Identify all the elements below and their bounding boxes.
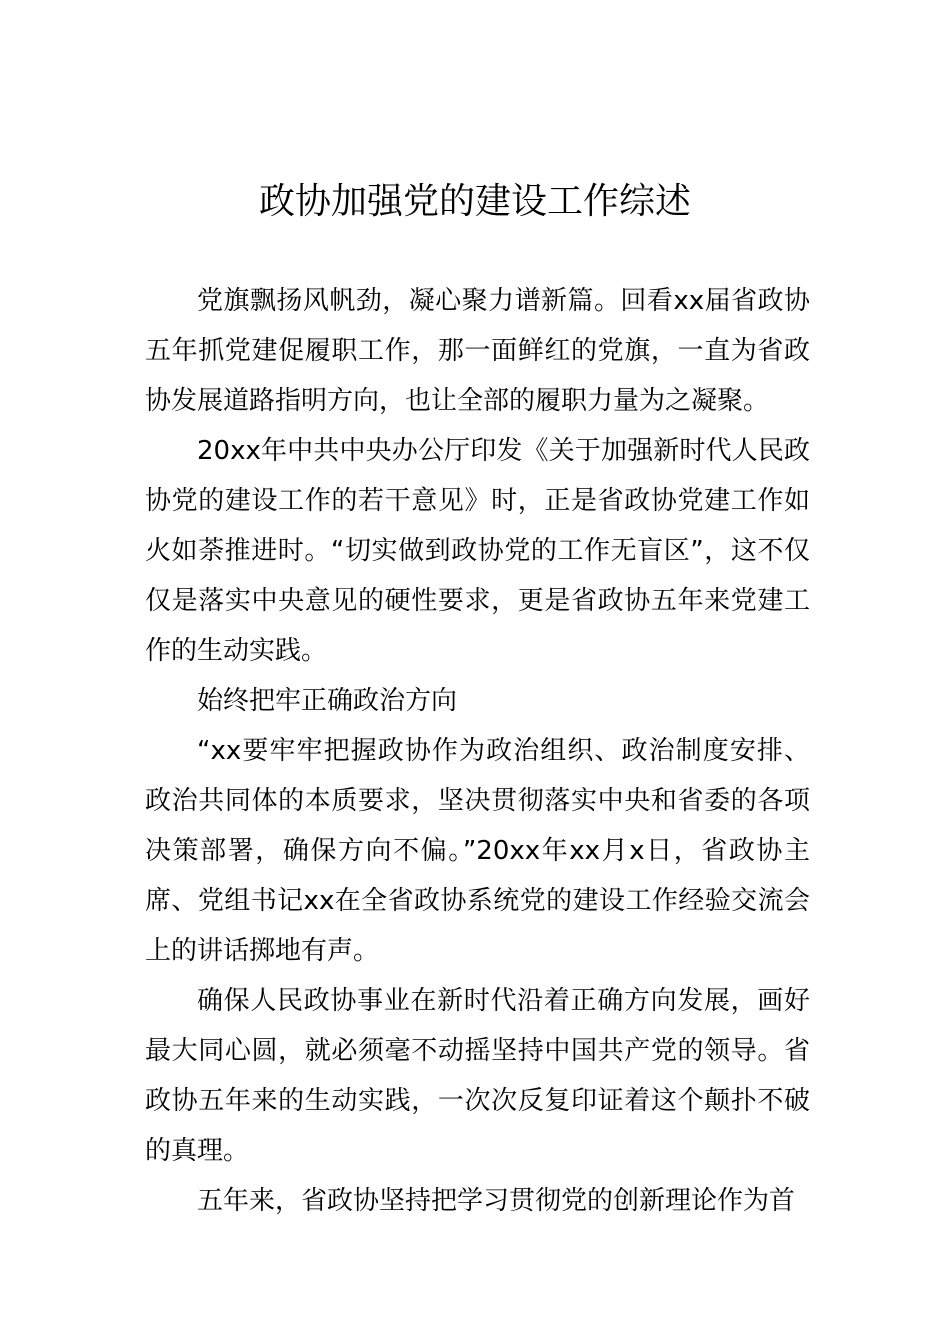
paragraph: “xx要牢牢把握政协作为政治组织、政治制度安排、政治共同体的本质要求，坚决贯彻落实中央和省委的各项决策部署，确保方向不偏。”20xx年xx月x日，省政协主席、党组书记xx在全省政协系统党的建设工作经验交流会上的讲话掷地有声。: [145, 736, 810, 966]
paragraph: 确保人民政协事业在新时代沿着正确方向发展，画好最大同心圆，就必须毫不动摇坚持中国共产党的领导。省政协五年来的生动实践，一次次反复印证着这个颠扑不破的真理。: [145, 986, 810, 1166]
document-body: [145, 276, 810, 1226]
document-title: 政协加强党的建设工作综述: [258, 181, 691, 222]
section-heading: 始终把牢正确政治方向: [197, 686, 458, 716]
paragraph: 20xx年中共中央办公厅印发《关于加强新时代人民政协党的建设工作的若干意见》时，正是省政协党建工作如火如荼推进时。“切实做到政协党的工作无盲区”，这不仅仅是落实中央意见的硬性要求，更是省政协五年来党建工作的生动实践。: [145, 436, 810, 666]
paragraph: 党旗飘扬风帆劲，凝心聚力谱新篇。回看xx届省政协五年抓党建促履职工作，那一面鲜红的党旗，一直为省政协发展道路指明方向，也让全部的履职力量为之凝聚。: [145, 286, 810, 416]
paragraph: 五年来，省政协坚持把学习贯彻党的创新理论作为首: [197, 1186, 796, 1216]
